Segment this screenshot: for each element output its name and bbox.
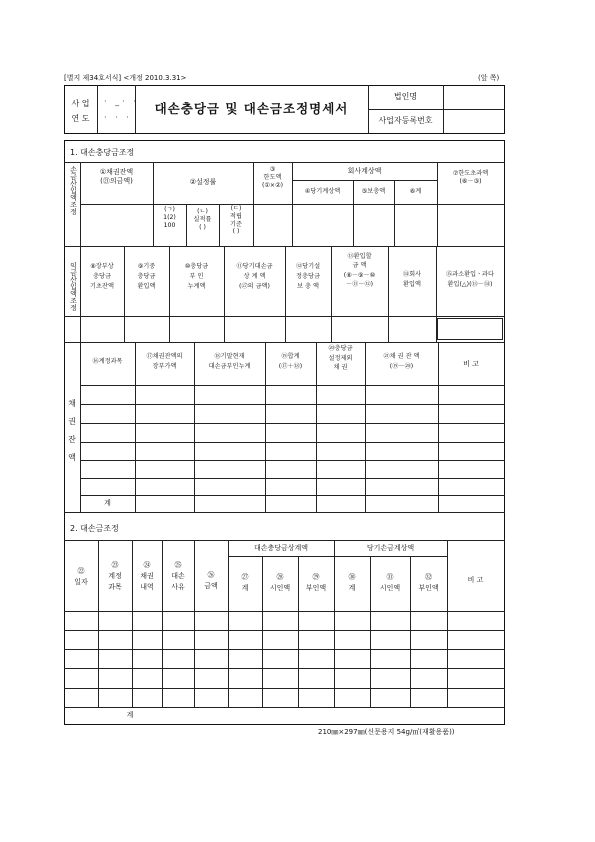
col-amount: ㉖ 금액	[204, 571, 218, 591]
col-expense-approved: ㉛ 시인액	[379, 573, 401, 593]
corp-name-label: 법인명	[393, 92, 418, 101]
sub-rate-b: (ㄴ) 실적률 ( )	[193, 208, 212, 231]
col-offset-amount: ⑪당기대손금 상 계 액 (㉗의 금액)	[236, 263, 273, 290]
col-current-amount: ④당기계상액	[304, 188, 341, 195]
group-allowance-offset: 대손충당금상계액	[253, 544, 309, 552]
col-account: ㉓ 계정 과목	[108, 561, 122, 592]
row-label-receivable: 채 권 잔 액	[68, 399, 76, 462]
col-denied-cumulative: ⑩충당금 부 인 누계액	[184, 263, 209, 290]
col-book-opening: ⑧장부상 충당금 기초잔액	[90, 263, 114, 290]
col-under-over-reversal: ⑮과소환입ㆍ과다 환입(△)(⑬－⑭)	[445, 271, 495, 288]
col-remarks-2: 비 고	[467, 576, 484, 584]
sub-rate-a: (ㄱ) 1(2) 100	[163, 206, 176, 229]
page-title: 대손충당금 및 대손금조정명세서	[154, 101, 349, 116]
year-dots-top: · _· ·	[104, 97, 139, 106]
col-expense-denied: ㉜ 부인액	[418, 573, 439, 593]
col-offset-denied: ㉙ 부인액	[305, 573, 327, 593]
biz-reg-no-label: 사업자등록번호	[378, 116, 433, 125]
row-label-income: 익금산입액조정	[69, 262, 78, 311]
section2-heading: 2. 대손금조정	[70, 524, 119, 533]
col-receivable-balance: ①채권잔액 (㉑의금액)	[99, 168, 134, 185]
col-remarks-1: 비 고	[463, 360, 479, 368]
col-expense-total: ㉚ 계	[348, 573, 356, 593]
col-excluded-receivables: ⑳충당금 설정제외 채 권	[328, 345, 353, 372]
col-offset-total: ㉗ 계	[241, 573, 249, 593]
col-date: ㉒ 일자	[74, 567, 88, 587]
paper-spec: 210㎜×297㎜(신문용지 54g/㎡(재활용품))	[318, 728, 455, 736]
col-offset-approved: ㉘ 시인액	[269, 573, 291, 593]
col-total: ⑲합계 (⑰＋⑱)	[278, 353, 303, 370]
col-period-end-denied: ⑱기말현재 대손금부인누계	[208, 353, 251, 370]
col-receivable-remaining: ㉑채 권 잔 액 (⑲－⑳)	[383, 353, 420, 370]
corp-name-field[interactable]	[444, 86, 504, 109]
section2-total-label: 계	[126, 711, 134, 719]
business-year-label: 사 업 연 도	[71, 99, 90, 123]
col-current-supplement: ⑫당기설 정충당금 보 충 액	[295, 263, 321, 290]
form-number: [별지 제34호서식] <개정 2010.3.31>	[64, 74, 187, 82]
year-dots-bottom: · · ·	[104, 113, 132, 122]
col-limit-excess: ⑦한도초과액 (⑥－③)	[452, 170, 489, 185]
col-setting-rate: ②설정률	[189, 178, 217, 186]
col-subtotal: ⑥계	[409, 188, 422, 195]
col-supplement-amount: ⑤보충액	[361, 188, 386, 195]
col-receivable-detail: ㉔ 채권 내역	[140, 561, 154, 592]
col-interim-reversal: ⑨기중 충당금 환입액	[137, 263, 156, 290]
col-limit-amount: ③ 한도액 (①×②)	[261, 166, 284, 189]
col-account-title: ⑯계정과목	[92, 358, 123, 365]
group-current-expense: 당기손금계상액	[366, 544, 415, 552]
col-book-value: ⑰채권잔액의 장부가액	[146, 353, 183, 370]
row-label-deduction: 손금산입액조정	[69, 166, 78, 215]
page-side-label: (앞 쪽)	[478, 74, 500, 82]
col-bad-debt-reason: ㉕ 대손 사유	[171, 561, 185, 592]
col-company-reversal: ⑭회사 환입액	[402, 271, 422, 288]
section1-heading: 1. 대손충당금조정	[70, 148, 135, 157]
biz-reg-no-field[interactable]	[444, 110, 504, 133]
sub-rate-c: (ㄷ) 적립 기준 ( )	[230, 205, 242, 236]
company-amount-header: 회사계상액	[347, 167, 382, 175]
excess-reversal-box[interactable]	[437, 318, 503, 340]
col-reversal-due: ⑬환입할 금 액 (⑧－⑨－⑩ －⑪－⑫)	[343, 253, 376, 288]
section1-total-label: 계	[104, 499, 111, 507]
